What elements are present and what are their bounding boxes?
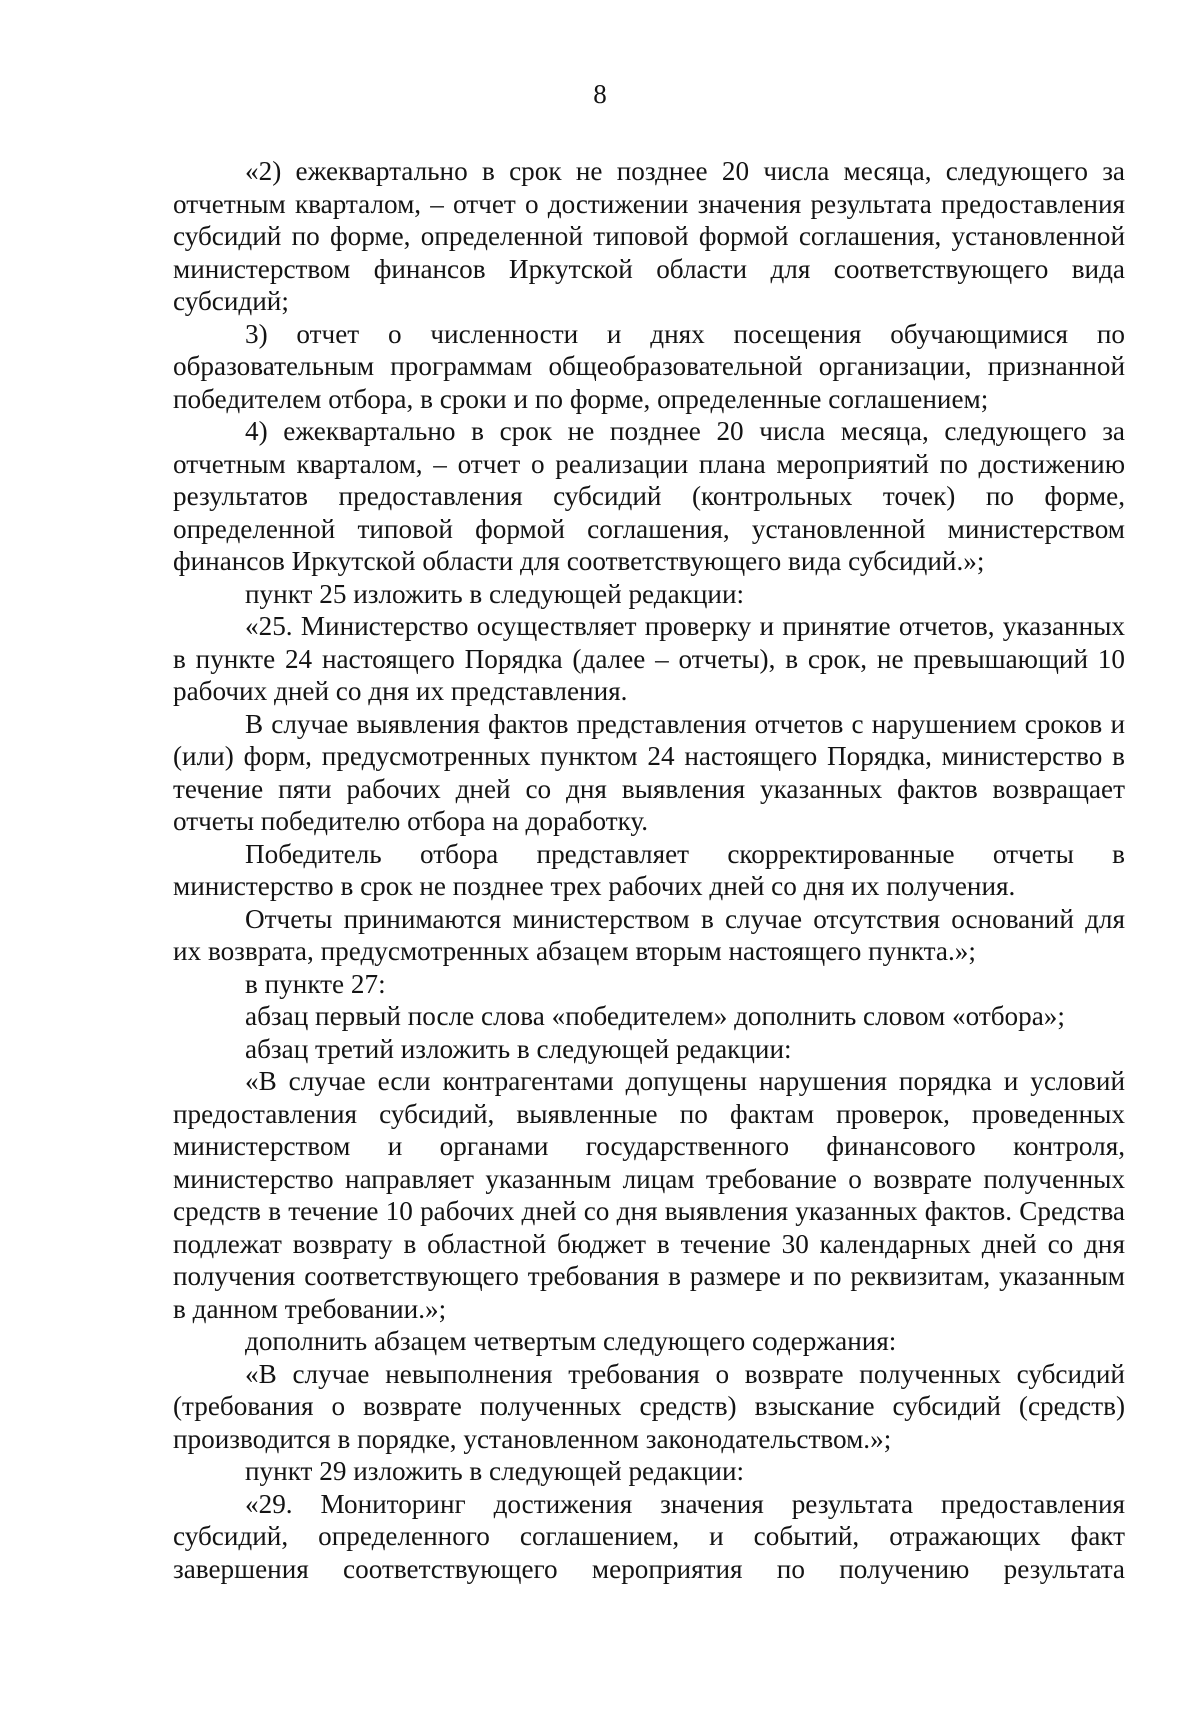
page-number: 8	[593, 79, 607, 109]
paragraph-report-plan: 4) ежеквартально в срок не позднее 20 числа месяца, следующего за отчетным кварталом, – отчет о реализации плана мероприятий по достижению результатов предоставления субсидий (контрольных точек) по форме, определенной типовой формой соглашения, установленной министерством финансов Иркутской области для соответствующего вида субсидий.»;	[173, 416, 1125, 576]
paragraph-first-abzac: абзац первый после слова «победителем» дополнить словом «отбора»;	[245, 1001, 1065, 1031]
paragraph-report-attendance: 3) отчет о численности и днях посещения обучающимися по образовательным программам общеобразовательной организации, признанной победителем отбора, в сроки и по форме, определенные соглашением;	[173, 318, 1125, 414]
paragraph-point-27-intro: в пункте 27:	[245, 968, 386, 999]
paragraph-corrected-reports: Победитель отбора представляет скорректированные отчеты в министерство в срок не позднее трех рабочих дней со дня их получения.	[173, 838, 1125, 901]
paragraph-fourth-abzac-intro: дополнить абзацем четвертым следующего содержания:	[245, 1326, 897, 1356]
paragraph-point-29-intro: пункт 29 изложить в следующей редакции:	[245, 1456, 745, 1486]
paragraph-violations-return: «В случае если контрагентами допущены нарушения порядка и условий предоставления субсидий, выявленные по фактам проверок, проведенных министерством и органами государственного финансового контроля, министерство направляет указанным лицам требование о возврате полученных средств в течение 10 рабочих дней со дня выявления указанных фактов. Средства подлежат возврату в областной бюджет в течение 30 календарных дней со дня получения соответствующего требования в размере и по реквизитам, указанным в данном требовании.»;	[173, 1066, 1125, 1324]
paragraph-point-25-intro: пункт 25 изложить в следующей редакции:	[245, 578, 745, 609]
document-body	[173, 155, 1125, 1585]
paragraph-point-25: «25. Министерство осуществляет проверку и принятие отчетов, указанных в пункте 24 настоящего Порядка (далее – отчеты), в срок, не превышающий 10 рабочих дней со дня их представления.	[173, 611, 1125, 706]
paragraph-point-29: «29. Мониторинг достижения значения результата предоставления субсидий, определенного соглашением, и событий, отражающих факт завершения соответствующего мероприятия по получению результата	[173, 1488, 1125, 1584]
paragraph-report-violations: В случае выявления фактов представления отчетов с нарушением сроков и (или) форм, предусмотренных пунктом 24 настоящего Порядка, министерство в течение пяти рабочих дней со дня выявления указанных фактов возвращает отчеты победителю отбора на доработку.	[173, 708, 1125, 836]
paragraph-recovery: «В случае невыполнения требования о возврате полученных субсидий (требования о возврате полученных средств) взыскание субсидий (средств) производится в порядке, установленном законодательством.»;	[173, 1358, 1125, 1454]
paragraph-reports-accepted: Отчеты принимаются министерством в случае отсутствия оснований для их возврата, предусмотренных абзацем вторым настоящего пункта.»;	[173, 903, 1125, 966]
paragraph-report-results: «2) ежеквартально в срок не позднее 20 числа месяца, следующего за отчетным кварталом, – отчет о достижении значения результата предоставления субсидий по форме, определенной типовой формой соглашения, установленной министерством финансов Иркутской области для соответствующего вида субсидий;	[173, 156, 1125, 316]
paragraph-third-abzac-intro: абзац третий изложить в следующей редакции:	[245, 1033, 792, 1064]
